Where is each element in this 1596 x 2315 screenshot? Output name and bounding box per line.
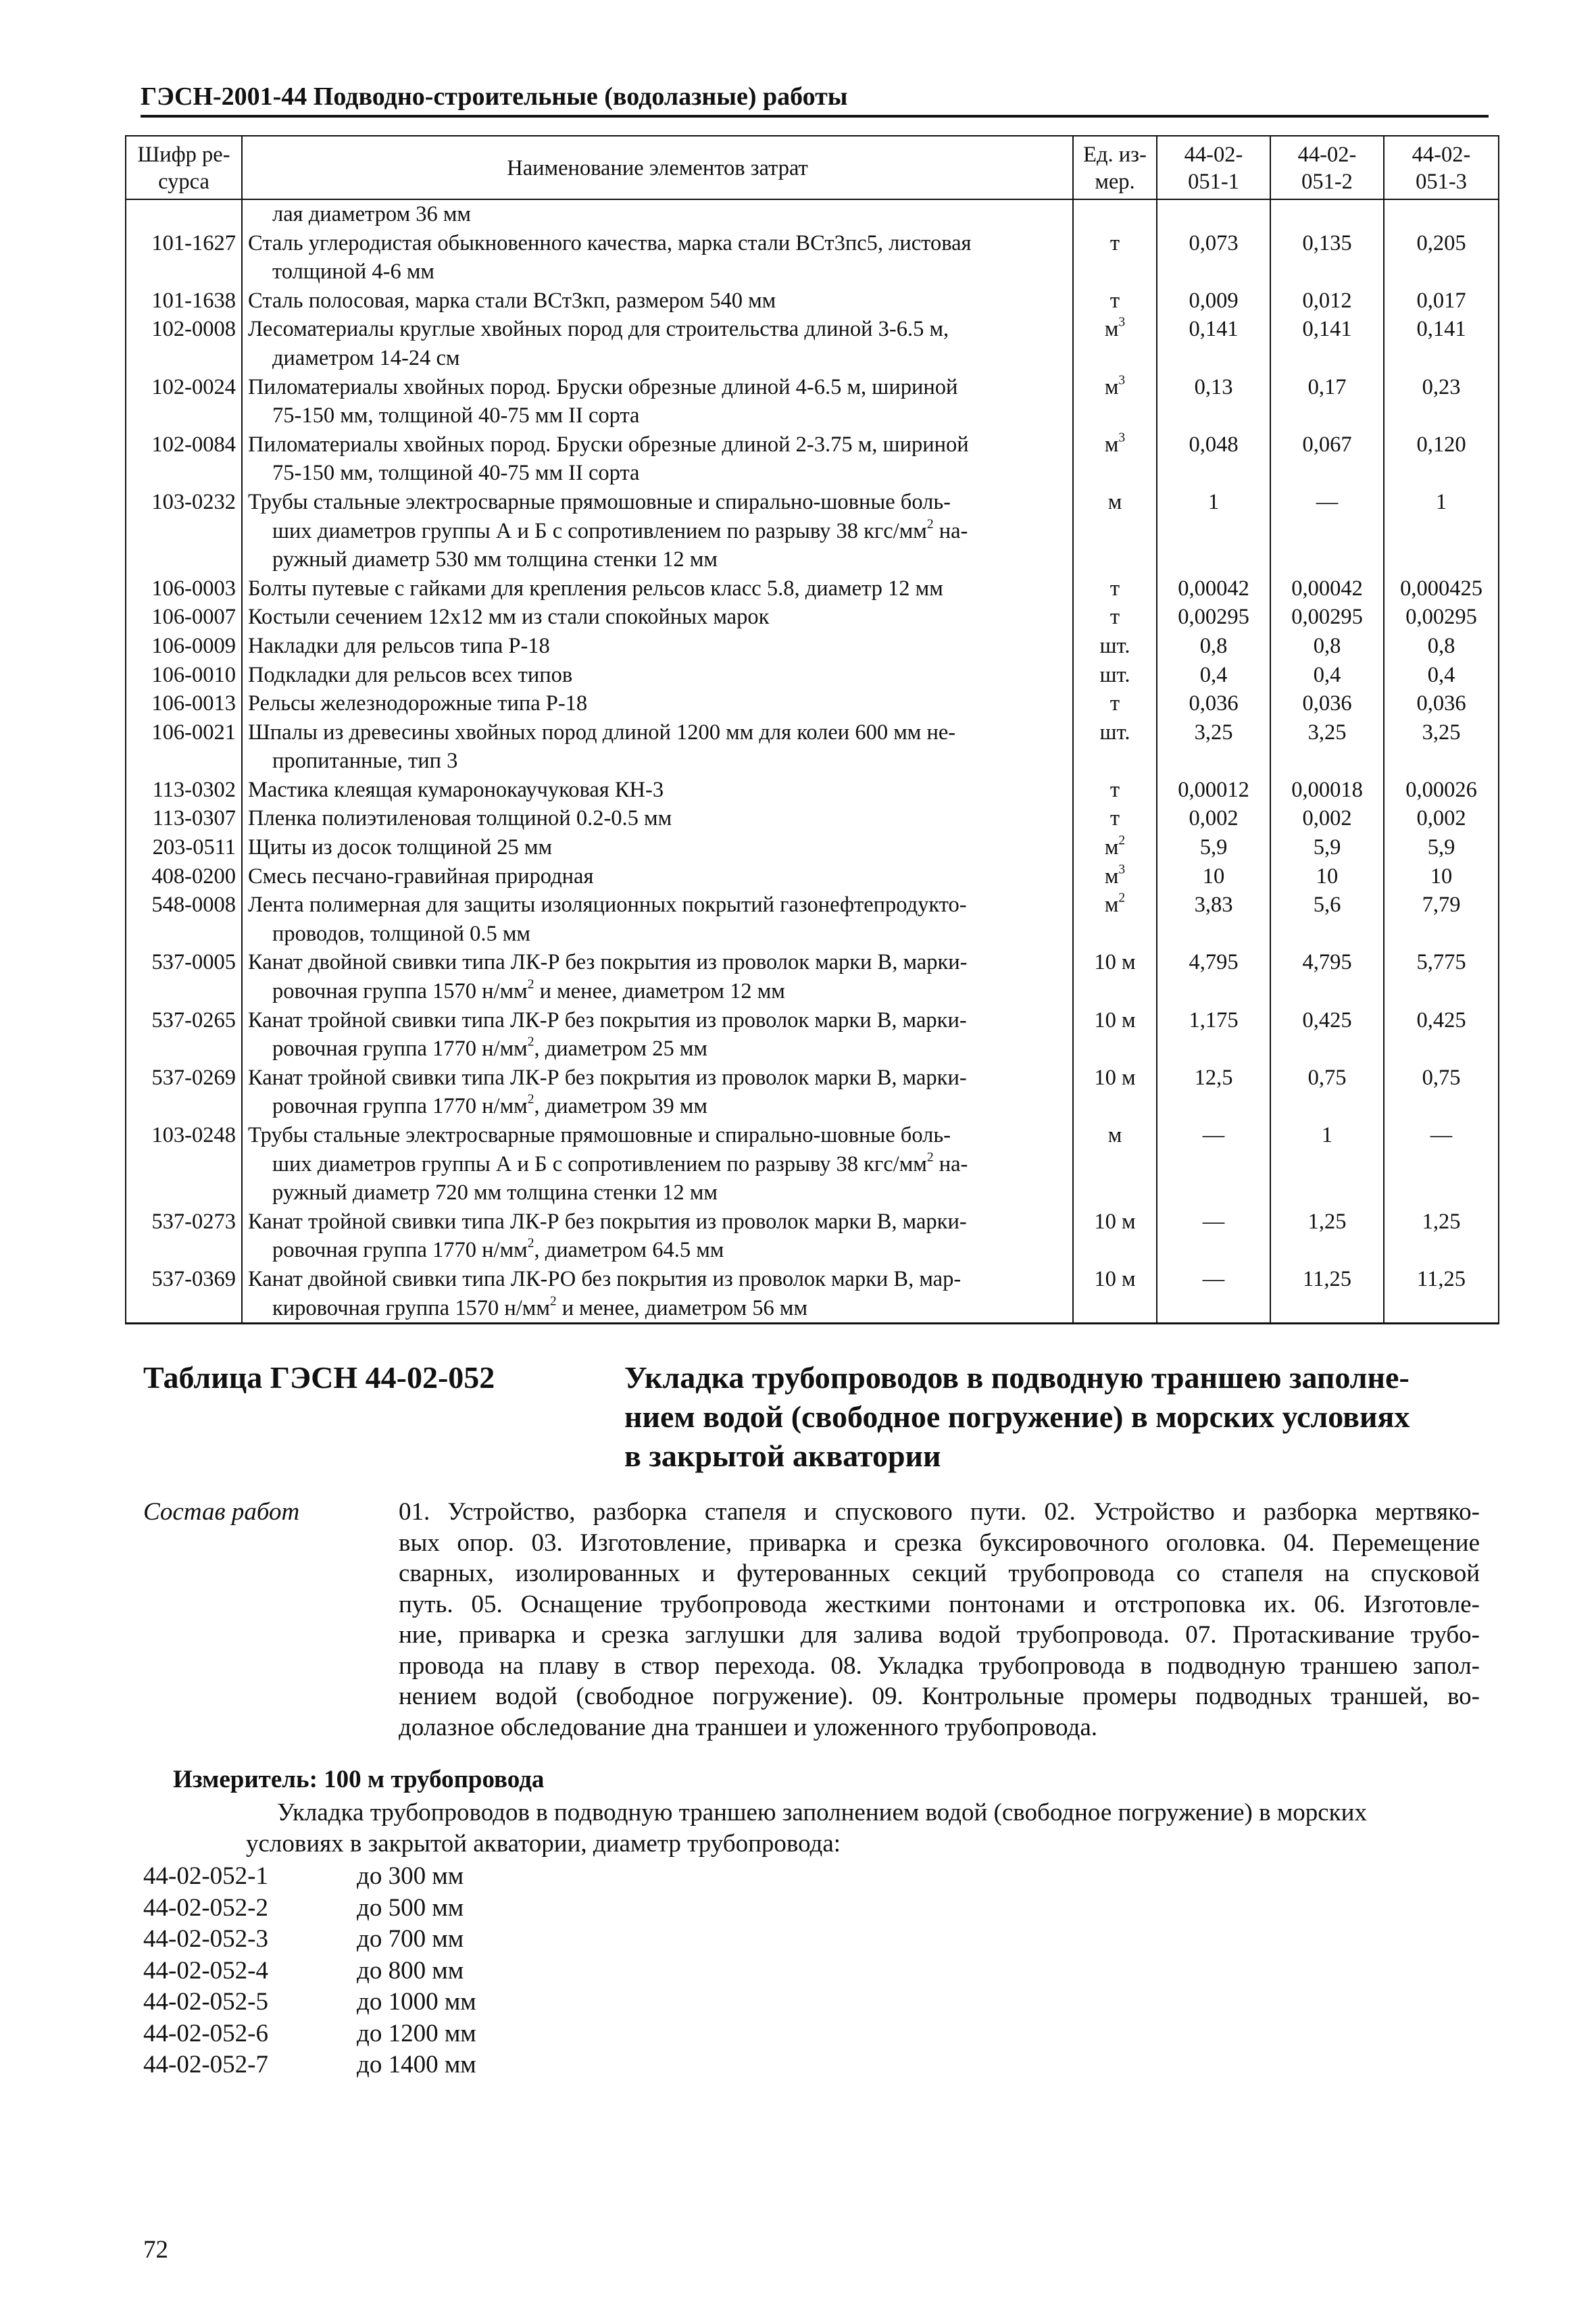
item-code: 44-02-052-2: [143, 1893, 268, 1922]
resource-unit: $м^2$: [1073, 833, 1157, 862]
resource-name-line: 75-150 мм, толщиной 40-75 мм II сорта: [272, 403, 640, 428]
resource-name-line: Канат двойной свивки типа ЛК-Р без покрытия из проволок марки В, марки-: [248, 950, 968, 975]
resource-value-051-3: 1: [1384, 488, 1499, 574]
resource-code: 537-0265: [126, 1006, 242, 1064]
resource-name: [242, 488, 1073, 574]
resource-value-051-3: 1,25: [1384, 1208, 1499, 1265]
table-title-line: в закрытой акватории: [624, 1439, 941, 1473]
resource-name-line: Рельсы железнодорожные типа Р-18: [248, 691, 588, 716]
resource-value-051-1: 0,13: [1157, 373, 1270, 430]
resource-code: 113-0307: [126, 804, 242, 833]
resource-value-051-1: 0,009: [1157, 287, 1270, 316]
resource-unit: м: [1073, 1121, 1157, 1208]
resource-value-051-2: 0,00042: [1270, 574, 1384, 603]
resource-value-051-2: 0,036: [1270, 689, 1384, 718]
item-diameter: до 1400 мм: [357, 2051, 476, 2078]
table-row: [126, 603, 1499, 632]
table-row: [126, 891, 1499, 948]
header-code: Шифр ре- сурса: [126, 136, 242, 199]
resource-value-051-3: 0,4: [1384, 661, 1499, 690]
resource-value-051-1: 0,073: [1157, 229, 1270, 287]
resource-value-051-3: 0,000425: [1384, 574, 1499, 603]
resource-name: [242, 603, 1073, 632]
resource-name-line: Лесоматериалы круглые хвойных пород для строительства длиной 3-6.5 м,: [248, 317, 949, 342]
resource-value-051-2: 0,00295: [1270, 603, 1384, 632]
resource-value-051-3: 11,25: [1384, 1265, 1499, 1324]
resource-name-line: Шпалы из древесины хвойных пород длиной 1200 мм для колеи 600 мм не-: [248, 720, 956, 745]
resource-name-line: Канат тройной свивки типа ЛК-Р без покрытия из проволок марки В, марки-: [248, 1007, 967, 1032]
resource-unit: 10 м: [1073, 1265, 1157, 1324]
resource-value-051-1: —: [1157, 1208, 1270, 1265]
resource-value-051-3: [1384, 199, 1499, 229]
resource-value-051-2: 11,25: [1270, 1265, 1384, 1324]
resource-unit: 10 м: [1073, 948, 1157, 1005]
table-header-row: [126, 136, 1499, 199]
list-item: [143, 1987, 476, 2018]
resource-value-051-3: 0,017: [1384, 287, 1499, 316]
resource-name-line: Подкладки для рельсов всех типов: [248, 662, 573, 687]
composition-line: провода на плаву в створ перехода. 08. Укладка трубопровода в подводную траншею запол-: [399, 1651, 1480, 1680]
resource-code: 101-1627: [126, 229, 242, 287]
resource-name-line: Трубы стальные электросварные прямошовные и спирально-шовные боль-: [248, 489, 951, 514]
resource-name-line: Сталь углеродистая обыкновенного качества, марка стали ВСт3пс5, листовая: [248, 230, 972, 255]
resource-value-051-2: 0,002: [1270, 804, 1384, 833]
table-row: [126, 661, 1499, 690]
resource-code: 103-0232: [126, 488, 242, 574]
resource-name-line: Мастика клеящая кумаронокаучуковая КН-3: [248, 777, 664, 802]
resource-value-051-3: 0,00295: [1384, 603, 1499, 632]
composition-line: путь. 05. Оснащение трубопровода жесткими понтонами и отстроповка их. 06. Изготовле-: [399, 1590, 1480, 1618]
resource-value-051-3: 3,25: [1384, 718, 1499, 776]
resource-name-line: Пленка полиэтиленовая толщиной 0.2-0.5 мм: [248, 806, 672, 831]
resource-name: [242, 1064, 1073, 1121]
resource-value-051-2: 0,012: [1270, 287, 1384, 316]
header-col-051-3: 44-02- 051-3: [1384, 136, 1499, 199]
table-row: [126, 1006, 1499, 1064]
resource-code: 548-0008: [126, 891, 242, 948]
resource-value-051-3: 7,79: [1384, 891, 1499, 948]
list-item: [143, 1956, 476, 1987]
resource-name-line: ровочная группа 1770 $н/мм^2$, диаметром 39 мм: [272, 1092, 707, 1119]
table-row: [126, 1064, 1499, 1121]
resource-value-051-2: 0,135: [1270, 229, 1384, 287]
resource-value-051-3: 0,036: [1384, 689, 1499, 718]
resource-code: 103-0248: [126, 1121, 242, 1208]
resource-name-line: 75-150 мм, толщиной 40-75 мм II сорта: [272, 461, 640, 486]
composition-text: [399, 1497, 1480, 1743]
item-code: 44-02-052-7: [143, 2051, 268, 2078]
table-row: [126, 287, 1499, 316]
resource-value-051-1: 0,002: [1157, 804, 1270, 833]
table-row: [126, 315, 1499, 372]
resource-name: [242, 574, 1073, 603]
resource-unit: т: [1073, 776, 1157, 805]
resource-value-051-3: —: [1384, 1121, 1499, 1208]
resource-name-line: Пиломатериалы хвойных пород. Бруски обрезные длиной 4-6.5 м, шириной: [248, 374, 958, 399]
resource-value-051-1: 0,00012: [1157, 776, 1270, 805]
resource-value-051-2: —: [1270, 488, 1384, 574]
resource-name-line: Сталь полосовая, марка стали ВСт3кп, размером 540 мм: [248, 288, 776, 313]
resource-value-051-2: 5,6: [1270, 891, 1384, 948]
meter-description-line: Укладка трубопроводов в подводную траншею заполнением водой (свободное погружение) в морских: [277, 1799, 1367, 1826]
resource-code: 537-0269: [126, 1064, 242, 1121]
list-item: [143, 2018, 476, 2050]
resource-code: 102-0024: [126, 373, 242, 430]
resource-value-051-1: 4,795: [1157, 948, 1270, 1005]
table-row: [126, 1208, 1499, 1265]
resource-value-051-3: 0,425: [1384, 1006, 1499, 1064]
resource-name-line: ровочная группа 1770 $н/мм^2$, диаметром 64.5 мм: [272, 1236, 724, 1263]
resource-value-051-2: 1,25: [1270, 1208, 1384, 1265]
resource-unit: 10 м: [1073, 1064, 1157, 1121]
resource-unit: т: [1073, 689, 1157, 718]
list-item: [143, 1861, 476, 1893]
resource-name-line: лая диаметром 36 мм: [272, 202, 471, 226]
resource-unit: $м^3$: [1073, 430, 1157, 488]
resource-value-051-2: 0,067: [1270, 430, 1384, 488]
table-row: [126, 776, 1499, 805]
resource-value-051-1: —: [1157, 1121, 1270, 1208]
resource-value-051-2: 5,9: [1270, 833, 1384, 862]
composition-line: сварных, изолированных и футерованных секций трубопровода со стапеля на спусковой: [399, 1560, 1480, 1587]
resource-name-line: толщиной 4-6 мм: [272, 259, 434, 284]
resource-name-line: ших диаметров группы А и Б с сопротивлением по разрыву 38 кгс/$мм^2$ на-: [272, 516, 968, 543]
resource-name-line: Канат тройной свивки типа ЛК-Р без покрытия из проволок марки В, марки-: [248, 1065, 967, 1090]
resource-unit: шт.: [1073, 718, 1157, 776]
item-code: 44-02-052-1: [143, 1862, 268, 1890]
header-col-051-2: 44-02- 051-2: [1270, 136, 1384, 199]
item-diameter: до 800 мм: [357, 1956, 464, 1985]
resource-value-051-1: 5,9: [1157, 833, 1270, 862]
resource-name: [242, 1208, 1073, 1265]
item-diameter: до 1000 мм: [357, 1988, 476, 2016]
resource-value-051-2: 10: [1270, 862, 1384, 891]
resource-name: [242, 661, 1073, 690]
resource-unit: т: [1073, 804, 1157, 833]
resource-name-line: ружный диаметр 530 мм толщина стенки 12 мм: [272, 547, 718, 572]
composition-line: 01. Устройство, разборка стапеля и спускового пути. 02. Устройство и разборка мертвяко-: [399, 1498, 1480, 1526]
resource-value-051-2: 4,795: [1270, 948, 1384, 1005]
resource-unit: т: [1073, 287, 1157, 316]
resource-value-051-3: 0,8: [1384, 632, 1499, 661]
table-title-line: нием водой (свободное погружение) в морских условиях: [624, 1399, 1410, 1434]
resource-table-body: [126, 199, 1499, 1324]
list-item: [143, 1893, 476, 1924]
list-item: [143, 2049, 476, 2081]
resource-value-051-1: 0,036: [1157, 689, 1270, 718]
table-row: [126, 1121, 1499, 1208]
meter-label: Измеритель: 100 м трубопровода: [173, 1766, 545, 1793]
resource-name-line: Болты путевые с гайками для крепления рельсов класс 5.8, диаметр 12 мм: [248, 576, 943, 601]
resource-name-line: ружный диаметр 720 мм толщина стенки 12 мм: [272, 1180, 718, 1205]
composition-line: долазное обследование дна траншеи и уложенного трубопровода.: [399, 1713, 1098, 1741]
resource-code: 102-0084: [126, 430, 242, 488]
resource-name: [242, 862, 1073, 891]
resource-unit: [1073, 199, 1157, 229]
resource-code: 113-0302: [126, 776, 242, 805]
resource-name: [242, 1121, 1073, 1208]
resource-unit: т: [1073, 574, 1157, 603]
resource-name: [242, 891, 1073, 948]
resource-value-051-2: 3,25: [1270, 718, 1384, 776]
resource-name-line: пропитанные, тип 3: [272, 749, 458, 774]
table-row: [126, 718, 1499, 776]
resource-code: 106-0010: [126, 661, 242, 690]
resource-code: 537-0005: [126, 948, 242, 1005]
resource-name: [242, 804, 1073, 833]
resource-name: [242, 718, 1073, 776]
resource-unit: т: [1073, 603, 1157, 632]
resource-value-051-1: 0,00042: [1157, 574, 1270, 603]
resource-value-051-3: 0,205: [1384, 229, 1499, 287]
resource-value-051-3: 0,120: [1384, 430, 1499, 488]
resource-name-line: ровочная группа 1570 $н/мм^2$ и менее, диаметром 12 мм: [272, 977, 785, 1004]
table-row: [126, 632, 1499, 661]
resource-name-line: кировочная группа 1570 $н/мм^2$ и менее, диаметром 56 мм: [272, 1293, 808, 1320]
table-row: [126, 862, 1499, 891]
resource-value-051-1: 3,25: [1157, 718, 1270, 776]
table-label: Таблица ГЭСН 44-02-052: [143, 1360, 495, 1395]
resource-unit: шт.: [1073, 661, 1157, 690]
resource-value-051-1: 1: [1157, 488, 1270, 574]
resource-name-line: Канат двойной свивки типа ЛК-РО без покрытия из проволок марки В, мар-: [248, 1266, 962, 1291]
resource-code: 408-0200: [126, 862, 242, 891]
resource-name-line: Трубы стальные электросварные прямошовные и спирально-шовные боль-: [248, 1123, 951, 1147]
resource-name: [242, 287, 1073, 316]
resource-value-051-2: 0,17: [1270, 373, 1384, 430]
resource-value-051-2: [1270, 199, 1384, 229]
page-number: 72: [143, 2236, 168, 2264]
table-row: [126, 948, 1499, 1005]
resource-name: [242, 689, 1073, 718]
resource-unit: $м^3$: [1073, 862, 1157, 891]
resource-value-051-2: 0,4: [1270, 661, 1384, 690]
resource-name-line: Щиты из досок толщиной 25 мм: [248, 835, 553, 860]
resource-value-051-1: 0,00295: [1157, 603, 1270, 632]
resource-code: 106-0009: [126, 632, 242, 661]
resource-name-line: диаметром 14-24 см: [272, 345, 460, 370]
resource-value-051-3: 10: [1384, 862, 1499, 891]
resource-name: [242, 430, 1073, 488]
resource-name-line: Канат тройной свивки типа ЛК-Р без покрытия из проволок марки В, марки-: [248, 1209, 967, 1234]
resource-name-line: Пиломатериалы хвойных пород. Бруски обрезные длиной 2-3.75 м, шириной: [248, 432, 969, 457]
resource-name-line: Накладки для рельсов типа Р-18: [248, 633, 550, 658]
item-diameter: до 300 мм: [357, 1862, 464, 1890]
table-row: [126, 1265, 1499, 1324]
resource-unit: $м^3$: [1073, 373, 1157, 430]
resource-value-051-3: 5,775: [1384, 948, 1499, 1005]
resource-name: [242, 632, 1073, 661]
table-row: [126, 430, 1499, 488]
resource-value-051-1: —: [1157, 1265, 1270, 1324]
resource-code: 106-0021: [126, 718, 242, 776]
resource-code: 106-0003: [126, 574, 242, 603]
item-code: 44-02-052-5: [143, 1988, 268, 2016]
resource-name-line: проводов, толщиной 0.5 мм: [272, 921, 530, 946]
resource-value-051-1: 10: [1157, 862, 1270, 891]
resource-name: [242, 315, 1073, 372]
resource-unit: м: [1073, 488, 1157, 574]
resource-value-051-2: 0,425: [1270, 1006, 1384, 1064]
resource-value-051-1: [1157, 199, 1270, 229]
resource-value-051-3: 0,141: [1384, 315, 1499, 372]
resource-value-051-3: 5,9: [1384, 833, 1499, 862]
resource-code: 106-0007: [126, 603, 242, 632]
resource-name-line: Лента полимерная для защиты изоляционных покрытий газонефтепродукто-: [248, 893, 967, 918]
table-row: [126, 833, 1499, 862]
resource-unit: т: [1073, 229, 1157, 287]
resource-name: [242, 229, 1073, 287]
resource-name: [242, 1265, 1073, 1324]
resource-value-051-1: 1,175: [1157, 1006, 1270, 1064]
resource-name: [242, 833, 1073, 862]
resource-value-051-2: 0,00018: [1270, 776, 1384, 805]
resource-name: [242, 373, 1073, 430]
table-row: [126, 574, 1499, 603]
resource-code: [126, 199, 242, 229]
item-code: 44-02-052-3: [143, 1925, 268, 1953]
list-item: [143, 1924, 476, 1956]
resource-name-line: Смесь песчано-гравийная природная: [248, 864, 594, 889]
resource-value-051-1: 3,83: [1157, 891, 1270, 948]
diameter-items-list: [143, 1861, 476, 2081]
running-header: ГЭСН-2001-44 Подводно-строительные (водолазные) работы: [141, 80, 1489, 118]
resource-value-051-3: 0,002: [1384, 804, 1499, 833]
resource-name-line: ших диаметров группы А и Б с сопротивлением по разрыву 38 кгс/$мм^2$ на-: [272, 1149, 968, 1176]
resource-unit: $м^3$: [1073, 315, 1157, 372]
resource-code: 203-0511: [126, 833, 242, 862]
resource-value-051-2: 0,8: [1270, 632, 1384, 661]
resource-value-051-2: 1: [1270, 1121, 1384, 1208]
resource-name-line: ровочная группа 1770 $н/мм^2$, диаметром 25 мм: [272, 1035, 707, 1062]
resource-unit: $м^2$: [1073, 891, 1157, 948]
item-code: 44-02-052-4: [143, 1956, 268, 1985]
resource-value-051-1: 0,141: [1157, 315, 1270, 372]
resource-value-051-2: 0,141: [1270, 315, 1384, 372]
composition-line: нением водой (свободное погружение). 09. Контрольные промеры подводных траншей, во-: [399, 1683, 1480, 1710]
header-unit: Ед. из- мер.: [1073, 136, 1157, 199]
resource-unit: 10 м: [1073, 1006, 1157, 1064]
meter-description: [246, 1797, 1493, 1860]
table-row: [126, 373, 1499, 430]
resource-unit: шт.: [1073, 632, 1157, 661]
resource-name: [242, 1006, 1073, 1064]
resource-name: [242, 948, 1073, 1005]
resource-value-051-1: 0,8: [1157, 632, 1270, 661]
resource-value-051-3: 0,75: [1384, 1064, 1499, 1121]
resource-name: [242, 776, 1073, 805]
resource-code: 102-0008: [126, 315, 242, 372]
table-row: [126, 488, 1499, 574]
table-row: [126, 689, 1499, 718]
resource-name: [242, 199, 1073, 229]
table-row: [126, 804, 1499, 833]
header-col-051-1: 44-02- 051-1: [1157, 136, 1270, 199]
resource-value-051-1: 12,5: [1157, 1064, 1270, 1121]
table-title: [624, 1358, 1503, 1476]
item-diameter: до 500 мм: [357, 1893, 464, 1922]
meter-description-line: условиях в закрытой акватории, диаметр трубопровода:: [246, 1830, 841, 1858]
resource-code: 537-0369: [126, 1265, 242, 1324]
composition-line: ние, приварка и срезка заглушки для залива водой трубопровода. 07. Протаскивание трубо-: [399, 1621, 1480, 1649]
table-row: [126, 229, 1499, 287]
resource-name-line: Костыли сечением 12х12 мм из стали спокойных марок: [248, 605, 770, 630]
resource-unit: 10 м: [1073, 1208, 1157, 1265]
resource-value-051-2: 0,75: [1270, 1064, 1384, 1121]
composition-line: вых опор. 03. Изготовление, приварка и срезка буксировочного оголовка. 04. Перемещение: [399, 1528, 1480, 1557]
item-diameter: до 1200 мм: [357, 2019, 476, 2047]
resource-code: 101-1638: [126, 287, 242, 316]
resource-value-051-1: 0,048: [1157, 430, 1270, 488]
composition-label: Состав работ: [143, 1498, 300, 1526]
resource-value-051-3: 0,23: [1384, 373, 1499, 430]
header-name: Наименование элементов затрат: [242, 136, 1073, 199]
resource-value-051-3: 0,00026: [1384, 776, 1499, 805]
resource-code: 106-0013: [126, 689, 242, 718]
item-code: 44-02-052-6: [143, 2019, 268, 2047]
resource-table: [125, 135, 1499, 1324]
resource-value-051-1: 0,4: [1157, 661, 1270, 690]
resource-code: 537-0273: [126, 1208, 242, 1265]
table-title-line: Укладка трубопроводов в подводную траншею заполне-: [624, 1360, 1410, 1395]
item-diameter: до 700 мм: [357, 1925, 464, 1953]
table-row: [126, 199, 1499, 229]
